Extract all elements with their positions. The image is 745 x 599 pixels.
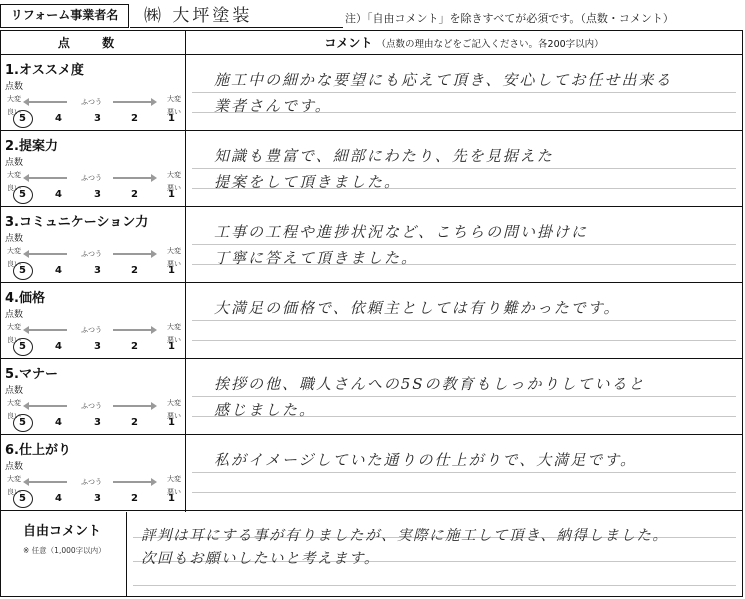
ruled-line: [192, 492, 736, 493]
scale-middle: ふつう: [81, 174, 102, 182]
scale-right-top: 大変: [167, 475, 181, 483]
ruled-line: [192, 472, 736, 473]
scale-right-bottom: 悪い: [167, 260, 181, 268]
score-option-4[interactable]: 4: [55, 493, 62, 504]
comment-line-2: 感じました。: [214, 401, 317, 419]
score-option-5[interactable]: 5: [19, 113, 26, 124]
score-option-5[interactable]: 5: [19, 493, 26, 504]
free-comment-area[interactable]: [127, 512, 742, 596]
comment-area[interactable]: [186, 131, 742, 207]
comment-area[interactable]: [186, 283, 742, 359]
arrow-right-icon: [113, 329, 153, 331]
category-title: 5.マナー: [5, 367, 58, 382]
arrow-right-icon: [113, 177, 153, 179]
ruled-line: [133, 585, 736, 586]
scale-middle: ふつう: [81, 98, 102, 106]
scale-left-top: 大変: [7, 95, 21, 103]
required-note: 注）「自由コメント」を除きすべてが必須です。（点数・コメント）: [345, 12, 674, 25]
scale-right-bottom: 悪い: [167, 412, 181, 420]
scale-right-bottom: 悪い: [167, 108, 181, 116]
comment-column-header: [185, 31, 742, 55]
scale-right-bottom: 悪い: [167, 336, 181, 344]
scale-right-top: 大変: [167, 95, 181, 103]
score-option-3[interactable]: 3: [94, 113, 101, 124]
scale-right-top: 大変: [167, 247, 181, 255]
evaluation-row: [1, 435, 742, 511]
free-comment-title: 自由コメント: [23, 524, 102, 539]
category-title: 2.提案力: [5, 139, 58, 154]
score-label: 点数: [5, 462, 24, 472]
selected-score-circle: [13, 490, 33, 508]
scale-left-top: 大変: [7, 323, 21, 331]
selected-score-circle: [13, 338, 33, 356]
comment-line-2: 丁寧に答えて頂きました。: [214, 249, 419, 267]
comment-column-title: コメント: [324, 36, 373, 50]
scale-left-bottom: 良い: [7, 184, 21, 192]
ruled-line: [192, 396, 736, 397]
scale-right-top: 大変: [167, 171, 181, 179]
comment-line-2: 提案をして頂きました。: [214, 173, 402, 191]
company-label: リフォーム事業者名: [0, 4, 129, 28]
selected-score-circle: [13, 186, 33, 204]
score-label: 点数: [5, 158, 24, 168]
score-option-1[interactable]: 1: [168, 493, 175, 504]
score-option-4[interactable]: 4: [55, 113, 62, 124]
ruled-line: [192, 320, 736, 321]
scale-left-top: 大変: [7, 399, 21, 407]
score-label: 点数: [5, 234, 24, 244]
scale-left-top: 大変: [7, 247, 21, 255]
scale-left-bottom: 良い: [7, 108, 21, 116]
arrow-left-icon: [27, 405, 67, 407]
evaluation-row: [1, 55, 742, 131]
scale-left-top: 大変: [7, 475, 21, 483]
score-option-3[interactable]: 3: [94, 417, 101, 428]
comment-area[interactable]: [186, 359, 742, 435]
arrow-left-icon: [27, 177, 67, 179]
score-option-3[interactable]: 3: [94, 265, 101, 276]
comment-area[interactable]: [186, 435, 742, 511]
comment-line-2: 業者さんです。: [214, 97, 332, 115]
arrow-right-icon: [113, 101, 153, 103]
comment-area[interactable]: [186, 55, 742, 131]
comment-line-1: 私がイメージしていた通りの仕上がりで、大満足です。: [214, 451, 638, 469]
score-label: 点数: [5, 310, 24, 320]
score-option-5[interactable]: 5: [19, 189, 26, 200]
comment-line-1: 施工中の細かな要望にも応えて頂き、安心してお任せ出来る: [214, 71, 673, 89]
ruled-line: [192, 168, 736, 169]
ruled-line: [192, 340, 736, 341]
score-option-1[interactable]: 1: [168, 113, 175, 124]
scale-right-bottom: 悪い: [167, 184, 181, 192]
score-label: 点数: [5, 82, 24, 92]
arrow-right-icon: [113, 405, 153, 407]
score-option-5[interactable]: 5: [19, 417, 26, 428]
score-option-4[interactable]: 4: [55, 265, 62, 276]
scale-left-top: 大変: [7, 171, 21, 179]
score-option-1[interactable]: 1: [168, 341, 175, 352]
score-option-3[interactable]: 3: [94, 341, 101, 352]
category-title: 1.オススメ度: [5, 63, 84, 78]
scale-middle: ふつう: [81, 402, 102, 410]
scale-middle: ふつう: [81, 326, 102, 334]
scale-left-bottom: 良い: [7, 412, 21, 420]
score-option-4[interactable]: 4: [55, 189, 62, 200]
scale-middle: ふつう: [81, 250, 102, 258]
category-title: 6.仕上がり: [5, 443, 71, 458]
category-title: 3.コミュニケーション力: [5, 215, 149, 230]
ruled-line: [192, 244, 736, 245]
ruled-line: [192, 92, 736, 93]
free-comment-line-2: 次回もお願いしたいと考えます。: [141, 551, 380, 567]
score-option-2[interactable]: 2: [131, 341, 138, 352]
score-option-2[interactable]: 2: [131, 113, 138, 124]
score-column-header: 点 数: [1, 31, 185, 55]
free-comment-line-1: 評判は耳にする事が有りましたが、実際に施工して頂き、納得しました。: [141, 528, 669, 544]
score-option-4[interactable]: 4: [55, 417, 62, 428]
selected-score-circle: [13, 110, 33, 128]
arrow-left-icon: [27, 253, 67, 255]
comment-line-1: 挨拶の他、職人さんへの5Sの教育もしっかりしていると: [214, 375, 646, 393]
scale-left-bottom: 良い: [7, 336, 21, 344]
scale-right-top: 大変: [167, 323, 181, 331]
score-label: 点数: [5, 386, 24, 396]
arrow-left-icon: [27, 329, 67, 331]
score-option-2[interactable]: 2: [131, 493, 138, 504]
score-option-1[interactable]: 1: [168, 265, 175, 276]
score-option-2[interactable]: 2: [131, 189, 138, 200]
evaluation-row: [1, 207, 742, 283]
comment-line-1: 工事の工程や進捗状況など、こちらの問い掛けに: [214, 223, 589, 241]
score-option-4[interactable]: 4: [55, 341, 62, 352]
evaluation-row: [1, 359, 742, 435]
free-comment-note: ※ 任意（1,000字以内）: [23, 546, 106, 555]
free-comment-label-cell: [1, 512, 127, 596]
arrow-right-icon: [113, 481, 153, 483]
selected-score-circle: [13, 262, 33, 280]
score-option-3[interactable]: 3: [94, 189, 101, 200]
score-option-2[interactable]: 2: [131, 417, 138, 428]
score-option-2[interactable]: 2: [131, 265, 138, 276]
evaluation-row: [1, 283, 742, 359]
arrow-left-icon: [27, 101, 67, 103]
category-title: 4.価格: [5, 291, 45, 306]
score-option-1[interactable]: 1: [168, 189, 175, 200]
scale-middle: ふつう: [81, 478, 102, 486]
evaluation-row: [1, 131, 742, 207]
comment-line-1: 知識も豊富で、細部にわたり、先を見据えた: [214, 147, 554, 165]
scale-left-bottom: 良い: [7, 260, 21, 268]
arrow-right-icon: [113, 253, 153, 255]
scale-left-bottom: 良い: [7, 488, 21, 496]
arrow-left-icon: [27, 481, 67, 483]
comment-column-hint: （点数の理由などをご記入ください。各200字以内）: [376, 39, 604, 50]
score-option-3[interactable]: 3: [94, 493, 101, 504]
company-name-field[interactable]: ㈱ 大坪塗装: [130, 4, 343, 28]
scale-right-bottom: 悪い: [167, 488, 181, 496]
comment-area[interactable]: [186, 207, 742, 283]
comment-line-1: 大満足の価格で、依頼主としては有り難かったです。: [214, 299, 621, 317]
scale-right-top: 大変: [167, 399, 181, 407]
selected-score-circle: [13, 414, 33, 432]
score-option-5[interactable]: 5: [19, 341, 26, 352]
score-option-5[interactable]: 5: [19, 265, 26, 276]
score-option-1[interactable]: 1: [168, 417, 175, 428]
